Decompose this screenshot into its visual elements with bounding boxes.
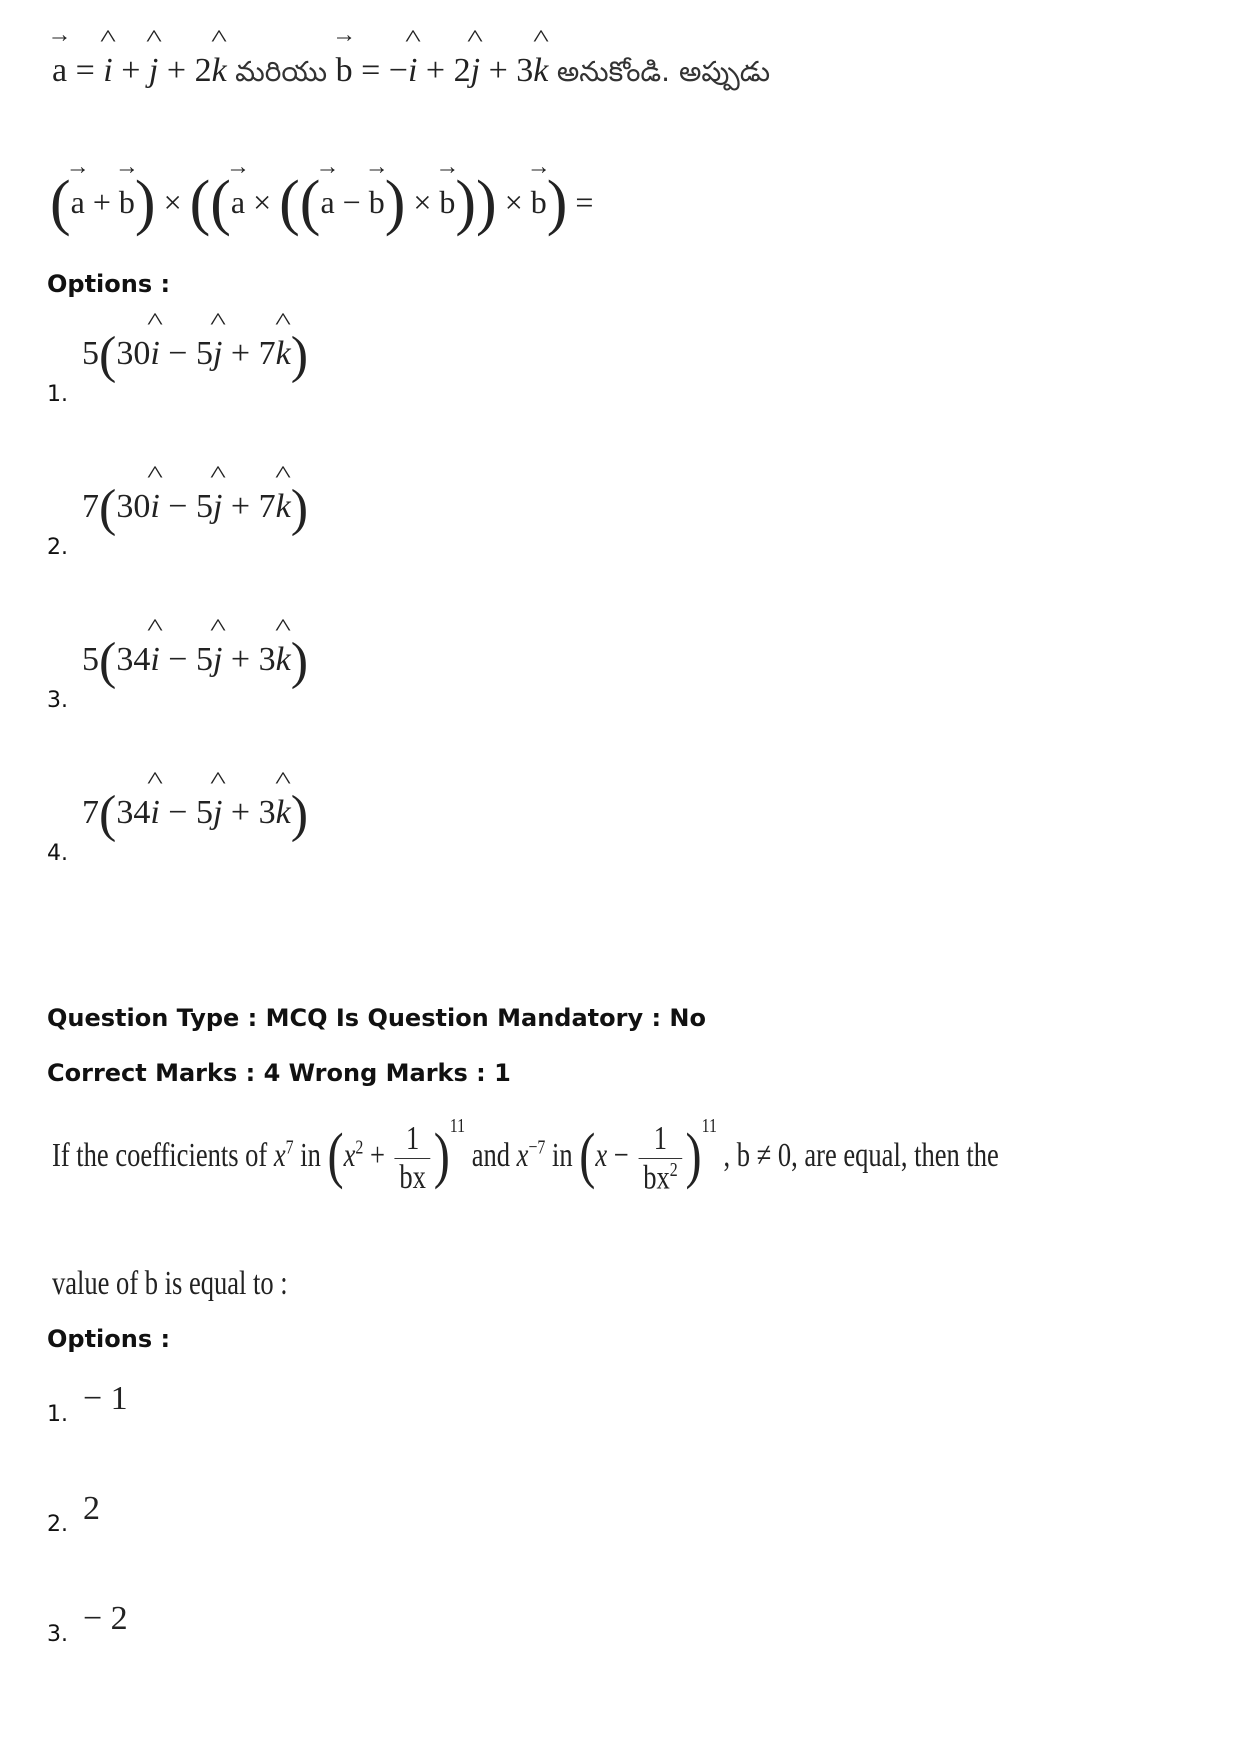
q2-stem-line-2: value of b is equal to :: [52, 1265, 288, 1302]
fraction-1-over-bx2: $\frac{1}{bx^2}$: [639, 1120, 683, 1197]
unit-k: ^ k: [212, 52, 227, 90]
unit-i: ^ i: [103, 52, 112, 90]
q1-expression: (→ a + → b) × ((→ a × ((→ a − → b) × → b)) × → b) =: [50, 172, 593, 234]
q1-statement-line: → a = ^ i + ^ j + 2^ k మరియు → b = −^ i + 2^ j + 3^ k అనుకోండి. అప్పుడు: [52, 52, 770, 95]
telugu-and: మరియు: [235, 55, 328, 88]
vector-b: → b: [336, 52, 353, 90]
fraction-1-over-bx: $\frac{1}{bx}$: [395, 1120, 431, 1197]
q2-marks-line: Correct Marks : 4 Wrong Marks : 1: [47, 1059, 511, 1087]
vector-a: → a: [52, 52, 67, 90]
q2-stem-line-1: If the coefficients of $x^7$ in ($x^2$ + $\frac{1}{bx}$ )$^{11}$ and $x^{-7}$ in (x − $\frac{1}{bx^2}$ )$^{11}$ , b ≠ 0, are equal, then the: [52, 1115, 999, 1196]
unit-j: ^ j: [149, 52, 158, 90]
q2-options-label: Options :: [47, 1325, 171, 1353]
q2-type-line: Question Type : MCQ Is Question Mandatory : No: [47, 1004, 706, 1032]
telugu-suppose-then: అనుకోండి. అప్పుడు: [556, 55, 771, 88]
q1-options-label: Options :: [47, 270, 171, 298]
